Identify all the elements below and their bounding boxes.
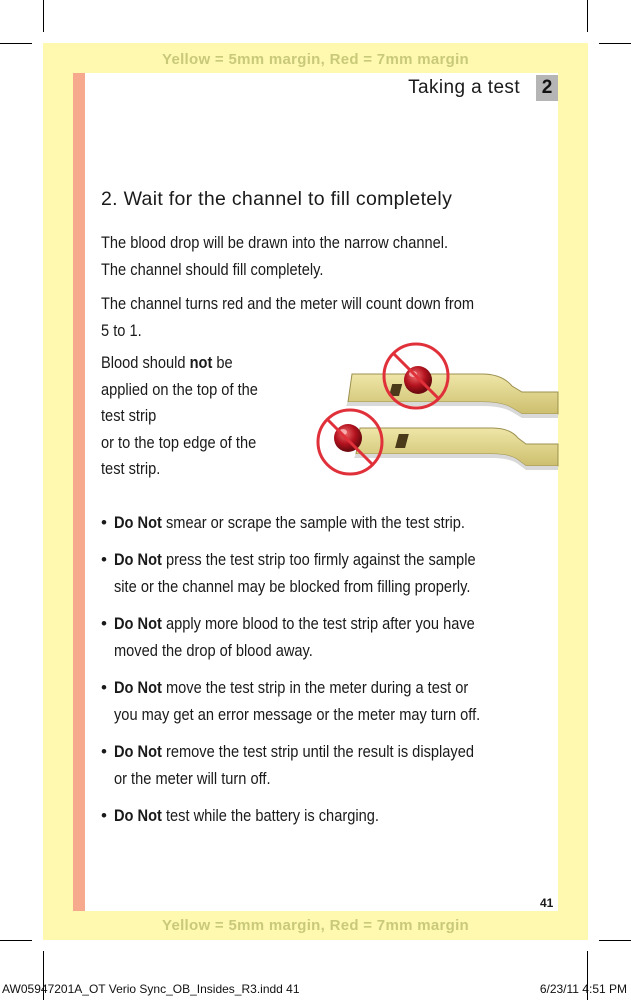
do-not-line	[114, 674, 507, 701]
do-not-line	[114, 546, 507, 573]
warning-line: test strip	[101, 406, 157, 425]
do-not-label: Do Not	[114, 614, 162, 633]
do-not-text: or the meter will turn off.	[114, 769, 271, 788]
do-not-item	[101, 738, 571, 792]
print-slug-date: 6/23/11 4:51 PM	[539, 982, 627, 996]
do-not-text: moved the drop of blood away.	[114, 641, 313, 660]
warning-line: test strip.	[101, 459, 161, 478]
bullet-dot: •	[101, 550, 107, 569]
paragraph-2	[101, 290, 535, 344]
do-not-line	[114, 701, 507, 728]
section-heading: 2. Wait for the channel to fill completely	[101, 188, 453, 210]
warning-paragraph	[101, 350, 283, 483]
running-header	[408, 74, 558, 102]
do-not-label: Do Not	[114, 550, 162, 569]
do-not-label: Do Not	[114, 742, 162, 761]
margin-note-bottom: Yellow = 5mm margin, Red = 7mm margin	[161, 917, 470, 934]
do-not-label: Do Not	[114, 513, 162, 532]
do-not-label: Do Not	[114, 678, 162, 697]
upper-test-strip	[346, 366, 558, 418]
do-not-list	[101, 509, 571, 839]
do-not-text: test while the battery is charging.	[161, 806, 379, 825]
paragraph-line: 5 to 1.	[101, 321, 142, 340]
crop-mark	[599, 43, 631, 44]
bullet-dot: •	[101, 742, 107, 761]
warning-emphasis: not	[189, 353, 213, 372]
do-not-line	[114, 637, 507, 664]
print-slug-file: AW05947201A_OT Verio Sync_OB_Insides_R3.indd 41	[2, 982, 300, 996]
paragraph-line: The channel turns red and the meter will count down from	[101, 294, 475, 313]
warning-text: be	[212, 353, 233, 372]
do-not-text: press the test strip too firmly against the sample	[161, 550, 476, 569]
crop-mark	[0, 940, 32, 941]
test-strip-illustration	[312, 340, 560, 480]
do-not-text: move the test strip in the meter during a test or	[161, 678, 469, 697]
crop-mark	[599, 940, 631, 941]
bullet-dot: •	[101, 678, 107, 697]
warning-line	[101, 350, 233, 377]
bullet-dot: •	[101, 806, 107, 825]
do-not-item	[101, 802, 571, 829]
paragraph-line: The blood drop will be drawn into the narrow channel.	[101, 233, 449, 252]
do-not-line	[114, 738, 507, 765]
do-not-item	[101, 674, 571, 728]
do-not-text: you may get an error message or the meter may turn off.	[114, 705, 481, 724]
do-not-line	[114, 765, 507, 792]
crop-mark	[587, 0, 588, 32]
paragraph-1	[101, 229, 505, 283]
do-not-item	[101, 546, 571, 600]
crop-mark	[43, 0, 44, 32]
margin-note-top: Yellow = 5mm margin, Red = 7mm margin	[161, 51, 470, 68]
do-not-item	[101, 509, 571, 536]
warning-text: Blood should	[101, 353, 190, 372]
crop-mark	[0, 43, 32, 44]
red-margin-bar	[73, 73, 85, 911]
bullet-dot: •	[101, 614, 107, 633]
do-not-text: remove the test strip until the result is displayed	[161, 742, 474, 761]
warning-line: applied on the top of the	[101, 379, 258, 399]
do-not-line	[114, 610, 507, 637]
page-number: 41	[540, 896, 554, 910]
lower-test-strip	[334, 424, 558, 470]
warning-line: or to the top edge of the	[101, 432, 257, 452]
do-not-line	[114, 509, 507, 536]
do-not-item	[101, 610, 571, 664]
paragraph-line: The channel should fill completely.	[101, 260, 324, 279]
bullet-dot: •	[101, 513, 107, 532]
do-not-text: site or the channel may be blocked from filling properly.	[114, 577, 471, 596]
do-not-line	[114, 802, 507, 829]
do-not-line	[114, 573, 507, 600]
do-not-label: Do Not	[114, 806, 162, 825]
do-not-text: apply more blood to the test strip after you have	[161, 614, 475, 633]
do-not-text: smear or scrape the sample with the test strip.	[161, 513, 466, 532]
header-title: Taking a test	[408, 77, 520, 98]
chapter-badge: 2	[536, 75, 558, 101]
